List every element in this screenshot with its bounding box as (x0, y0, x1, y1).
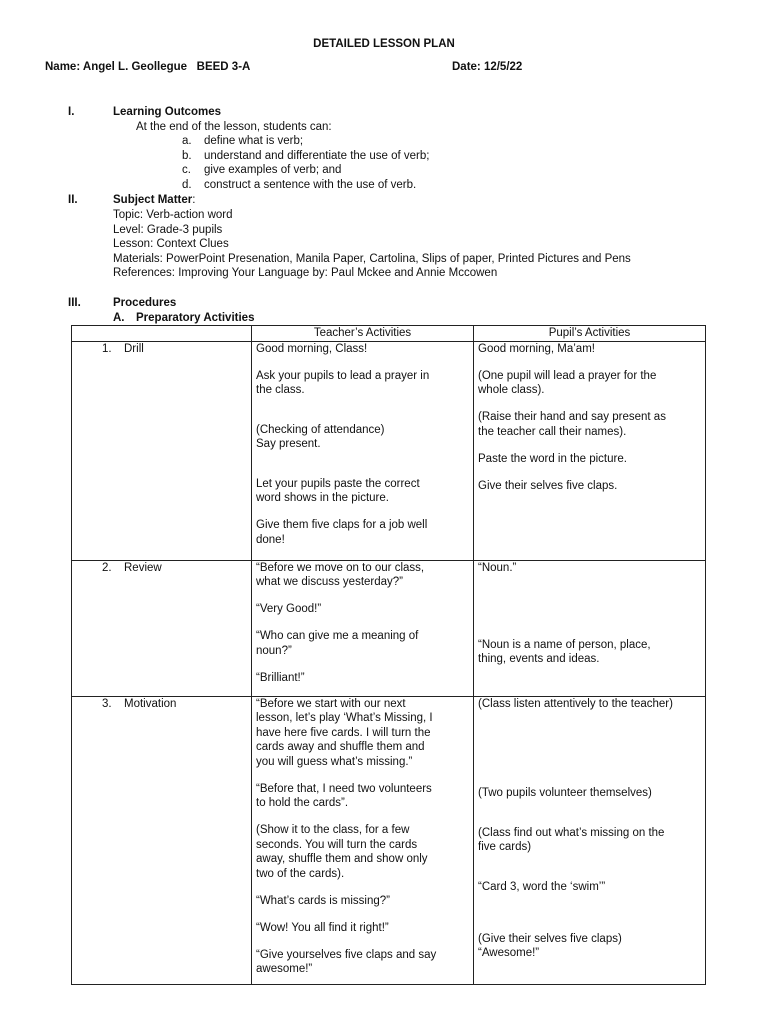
line-gap (256, 452, 469, 465)
activity-text: “Who can give me a meaning of (256, 630, 419, 642)
outcome-letter: c. (182, 164, 191, 177)
line-gap (256, 658, 469, 671)
table-row-review (72, 560, 706, 696)
activity-label-cell (72, 696, 252, 984)
section1-numeral: I. (68, 106, 75, 118)
activity-text: Good morning, Ma’am! (478, 342, 595, 355)
line-gap (256, 811, 469, 824)
activity-text: Give them five claps for a job well (256, 519, 428, 531)
activity-text: whole class). (478, 384, 545, 396)
activity-label: Motivation (124, 697, 177, 710)
line-gap (256, 506, 469, 519)
activity-text: the class. (256, 384, 305, 396)
activity-text: what we discuss yesterday?” (256, 576, 404, 588)
line-gap (256, 464, 469, 477)
subject-matter-line: Materials: PowerPoint Presenation, Manila Paper, Cartolina, Slips of paper, Printed Pictures and Pens (113, 252, 631, 265)
line-gap (478, 749, 701, 762)
line-gap (478, 613, 701, 626)
line-gap (478, 907, 701, 920)
line-gap (478, 774, 701, 787)
outcome-letter: b. (182, 149, 192, 162)
activity-text: five cards) (478, 841, 532, 853)
activity-text: “Noun.” (478, 561, 517, 574)
line-gap (256, 398, 469, 411)
activity-label: Review (124, 561, 162, 574)
activity-text: have here five cards. I will turn the (256, 726, 431, 739)
line-gap (256, 769, 469, 782)
line-gap (478, 625, 701, 638)
activity-text: away, shuffle them and show only (256, 853, 428, 865)
line-gap (478, 801, 701, 814)
activity-text: Say present. (256, 438, 321, 450)
pupil-cell (474, 341, 706, 560)
activity-text: “Before we move on to our class, (256, 561, 425, 574)
line-gap (256, 908, 469, 921)
activity-text: done! (256, 533, 285, 546)
section1-intro: At the end of the lesson, students can: (136, 120, 332, 133)
line-gap (478, 919, 701, 932)
activity-number: 1. (102, 342, 112, 355)
activity-number: 2. (102, 561, 112, 574)
line-gap (478, 855, 701, 868)
teacher-cell (252, 341, 474, 560)
activity-text: “Noun is a name of person, place, (478, 638, 651, 651)
header-pupil: Pupil’s Activities (474, 326, 706, 342)
activity-text: (Class listen attentively to the teacher) (478, 697, 673, 710)
activity-text: thing, events and ideas. (478, 653, 600, 665)
line-gap (478, 439, 701, 452)
section2-numeral: II. (68, 194, 78, 206)
pupil-cell (474, 560, 706, 696)
activity-text: “Before we start with our next (256, 697, 406, 710)
activity-text: two of the cards). (256, 867, 345, 880)
activity-text: “Awesome!” (478, 947, 540, 959)
activity-text: (One pupil will lead a prayer for the (478, 369, 657, 382)
subject-matter-line: Level: Grade-3 pupils (113, 223, 223, 236)
activity-label-cell (72, 560, 252, 696)
table-row-motivation (72, 696, 706, 984)
line-gap (478, 813, 701, 826)
document-title: DETAILED LESSON PLAN (313, 38, 455, 50)
activity-text: word shows in the picture. (256, 492, 389, 504)
activity-text: “Very Good!” (256, 603, 322, 615)
activity-text: the teacher call their names). (478, 425, 627, 438)
outcome-letter: a. (182, 135, 192, 147)
procedures-table (71, 325, 706, 985)
activity-text: Good morning, Class! (256, 342, 368, 355)
outcome-item: construct a sentence with the use of verb. (204, 178, 417, 191)
activity-text: “Before that, I need two volunteers (256, 782, 432, 795)
teacher-cell (252, 560, 474, 696)
activity-text: Let your pupils paste the correct (256, 477, 420, 490)
line-gap (256, 356, 469, 369)
table-row-drill (72, 341, 706, 560)
section2-colon: : (192, 194, 196, 206)
activity-text: “Card 3, word the ‘swim’” (478, 880, 606, 893)
line-gap (478, 588, 701, 601)
activity-text: cards away and shuffle them and (256, 741, 425, 753)
line-gap (478, 867, 701, 880)
activity-text: Give their selves five claps. (478, 479, 618, 492)
subject-matter-line: Lesson: Context Clues (113, 238, 229, 251)
date-line: Date: 12/5/22 (452, 61, 523, 73)
activity-text: awesome!” (256, 963, 313, 975)
line-gap (478, 398, 701, 411)
subject-matter-line: Topic: Verb-action word (113, 209, 233, 221)
activity-text: lesson, let’s play ‘What’s Missing, I (256, 712, 433, 724)
line-gap (478, 466, 701, 479)
activity-text: (Two pupils volunteer themselves) (478, 787, 652, 799)
activity-number: 3. (102, 697, 112, 710)
activity-text: you will guess what’s missing.” (256, 755, 413, 768)
outcome-item: understand and differentiate the use of verb; (204, 149, 430, 162)
line-gap (478, 356, 701, 369)
outcome-item: define what is verb; (204, 135, 304, 147)
line-gap (478, 711, 701, 724)
header-blank-cell (72, 326, 252, 342)
activity-text: “Give yourselves five claps and say (256, 948, 437, 961)
subsection-letter: A. (113, 312, 125, 324)
line-gap (478, 894, 701, 907)
outcome-item: give examples of verb; and (204, 164, 342, 177)
subsection-heading: Preparatory Activities (136, 312, 255, 324)
line-gap (256, 590, 469, 603)
line-gap (256, 410, 469, 423)
activity-text: (Checking of attendance) (256, 423, 385, 436)
line-gap (256, 881, 469, 894)
line-gap (478, 736, 701, 749)
line-gap (256, 617, 469, 630)
section3-heading: Procedures (113, 297, 177, 309)
line-gap (478, 724, 701, 737)
activity-text: noun?” (256, 644, 292, 657)
outcome-letter: d. (182, 178, 192, 191)
activity-text: “Wow! You all find it right!” (256, 921, 389, 934)
section2-heading-wrap (113, 193, 195, 208)
activity-text: to hold the cards”. (256, 797, 349, 809)
activity-text: (Class find out what’s missing on the (478, 826, 665, 839)
activity-text: Paste the word in the picture. (478, 452, 627, 465)
pupil-cell (474, 696, 706, 984)
activity-text: seconds. You will turn the cards (256, 838, 418, 851)
activity-text: (Raise their hand and say present as (478, 411, 666, 423)
header-teacher: Teacher’s Activities (252, 326, 474, 342)
line-gap (256, 935, 469, 948)
line-gap (478, 761, 701, 774)
table-header-row (72, 326, 706, 342)
subject-matter-line: References: Improving Your Language by: Paul Mckee and Annie Mccowen (113, 267, 498, 280)
activity-text: “What’s cards is missing?” (256, 894, 390, 907)
activity-text: (Give their selves five claps) (478, 932, 622, 945)
line-gap (478, 600, 701, 613)
activity-label: Drill (124, 342, 144, 355)
activity-text: “Brilliant!” (256, 671, 305, 684)
section3-numeral: III. (68, 297, 81, 309)
activity-text: (Show it to the class, for a few (256, 824, 410, 836)
section1-heading: Learning Outcomes (113, 106, 221, 118)
section2-heading: Subject Matter (113, 194, 193, 206)
activity-text: Ask your pupils to lead a prayer in (256, 369, 430, 382)
activity-label-cell (72, 341, 252, 560)
name-line: Name: Angel L. Geollegue BEED 3-A (45, 61, 251, 73)
teacher-cell (252, 696, 474, 984)
line-gap (478, 575, 701, 588)
